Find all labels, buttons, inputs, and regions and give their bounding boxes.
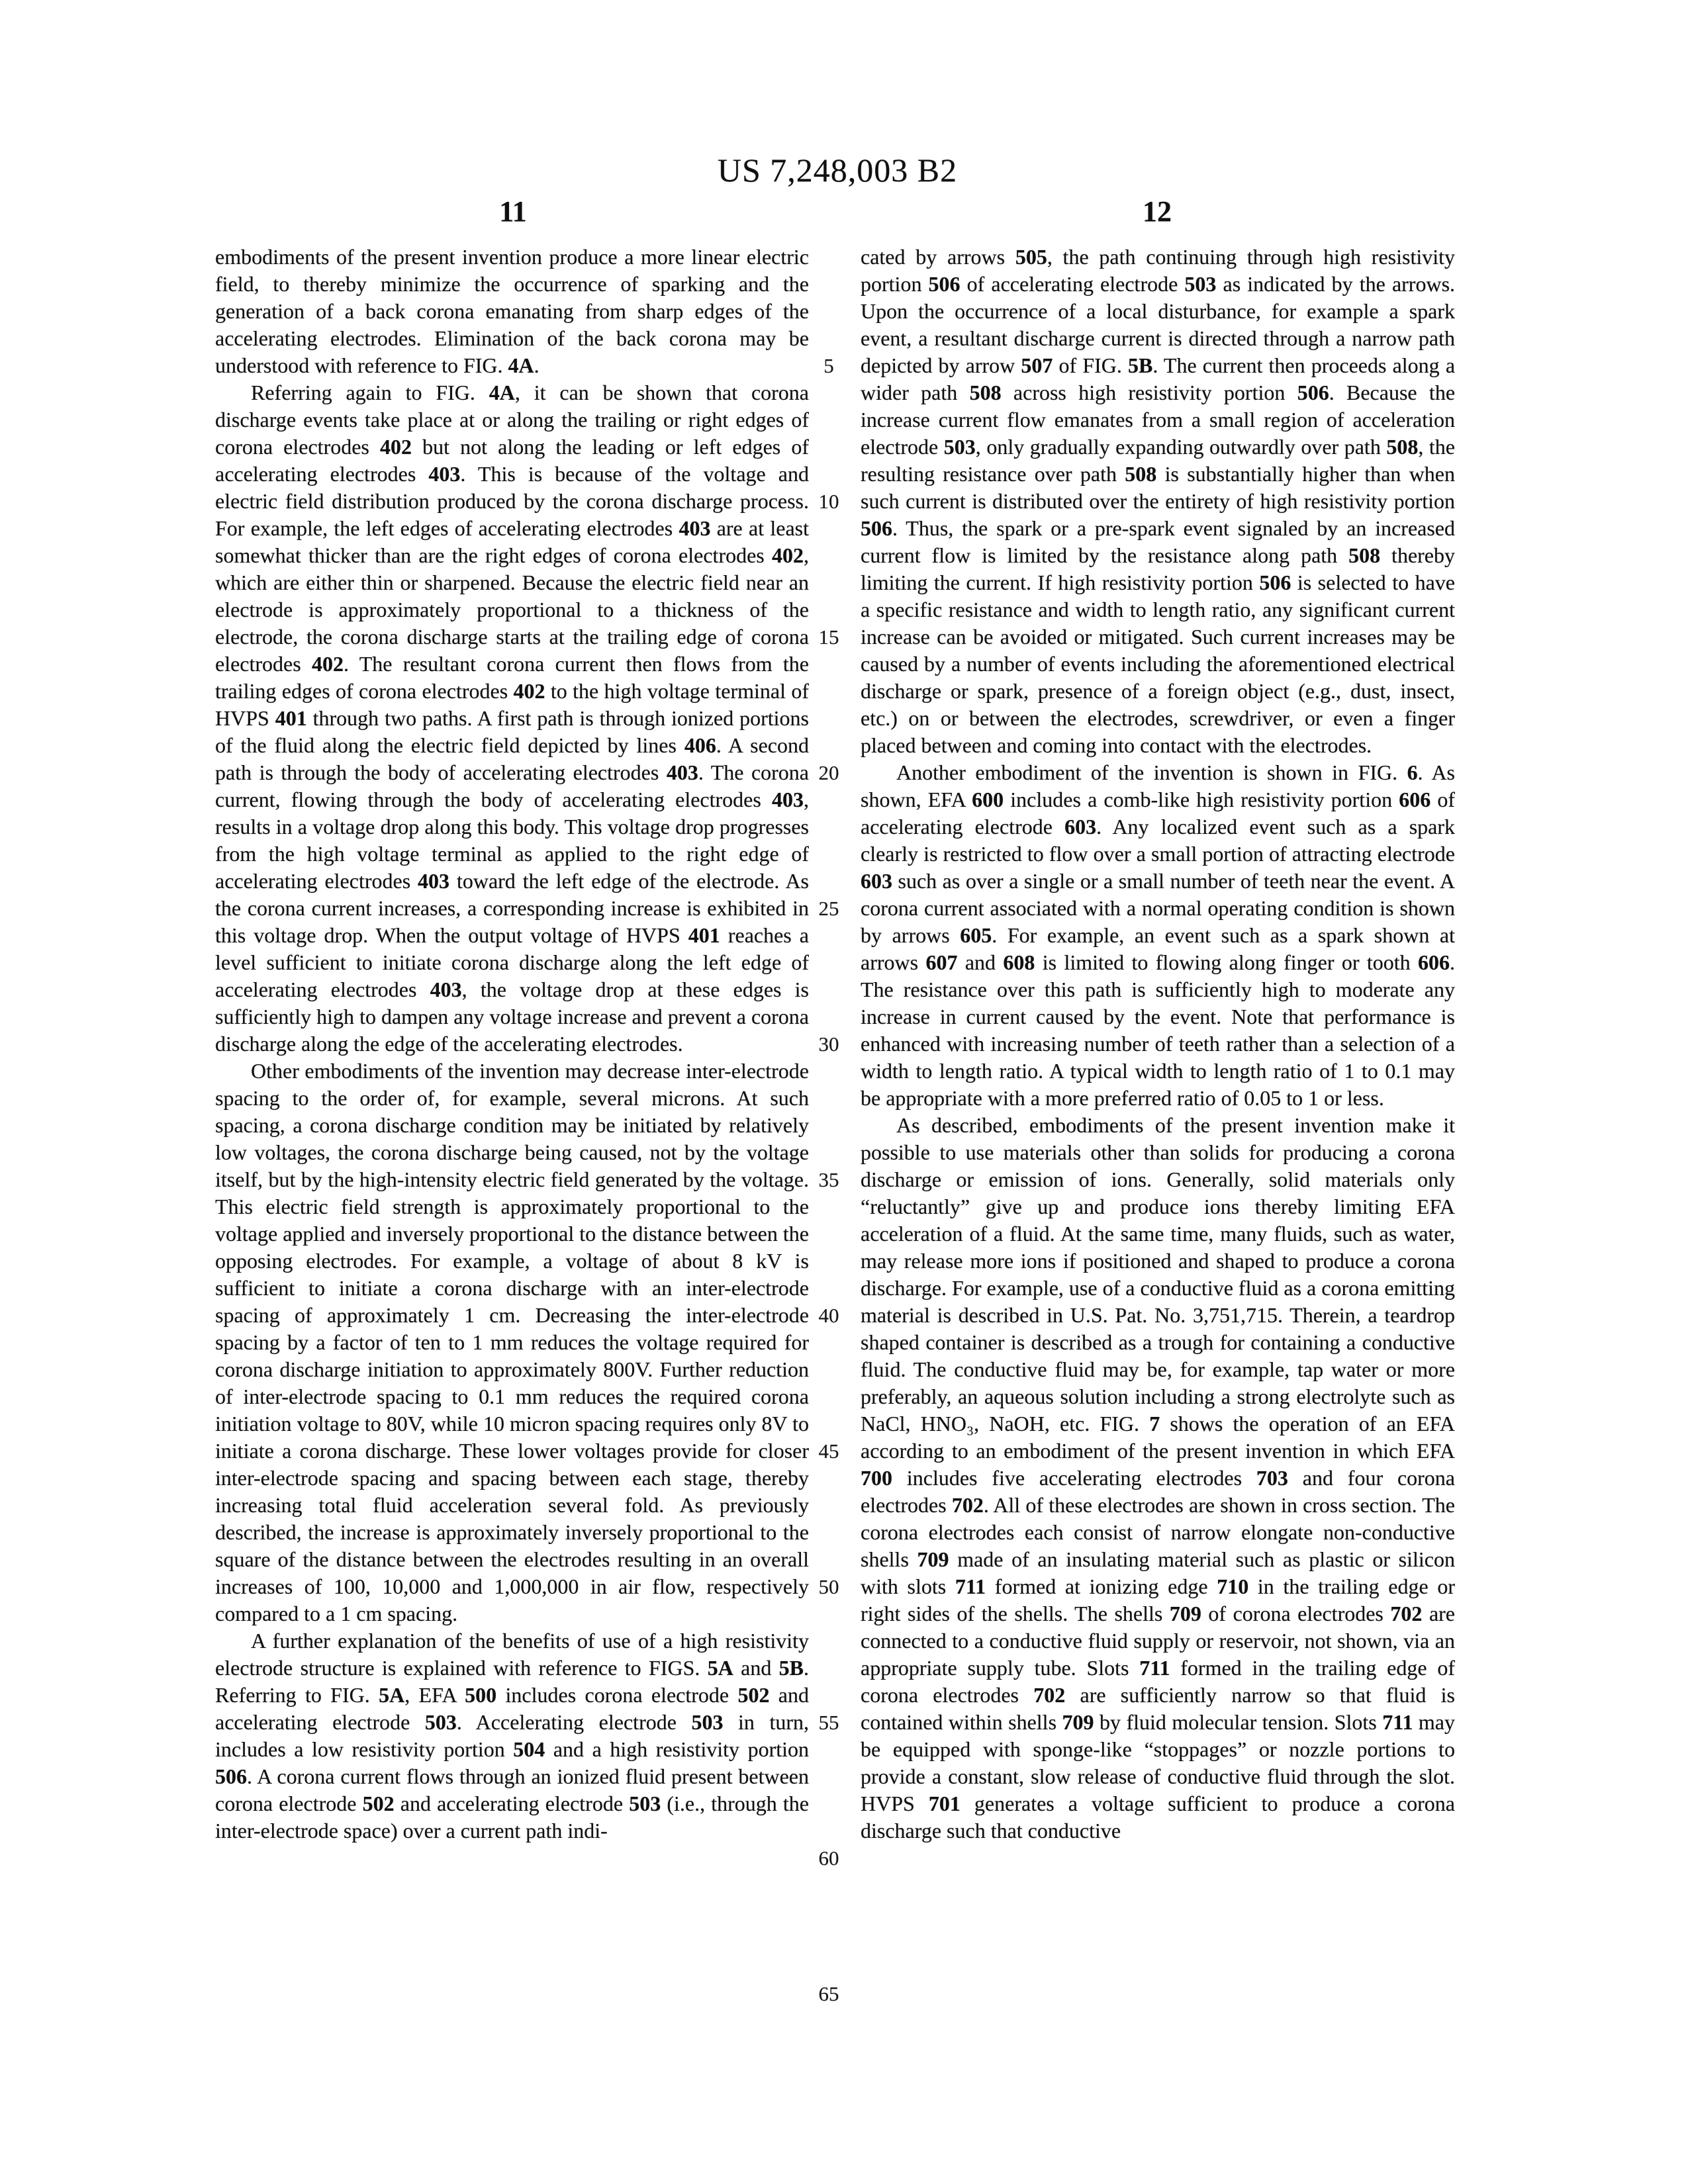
line-number: 50 <box>818 1575 839 1598</box>
line-number: 60 <box>818 1846 839 1870</box>
line-number: 15 <box>818 625 839 649</box>
line-number: 45 <box>818 1439 839 1463</box>
line-number: 30 <box>818 1032 839 1056</box>
paragraph: cated by arrows 505, the path continuing through high resistivity portion 506 of accelerating electrode 503 as indicated by the arrows. Upon the occurrence of a local disturbance, for example a spark event, a resultant discharge current is directed through a narrow path depicted by arrow 507 of FIG. 5B. The current then proceeds along a wider path 508 across high resistivity portion 506. Because the increase current flow emanates from a small region of acceleration electrode 503, only gradually expanding outwardly over path 508, the resulting resistance over path 508 is substantially higher than when such current is distributed over the entirety of high resistivity portion 506. Thus, the spark or a pre-spark event signaled by an increased current flow is limited by the resistance along path 508 thereby limiting the current. If high resistivity portion 506 is selected to have a specific resistance and width to length ratio, any significant current increase can be avoided or mitigated. Such current increases may be caused by a number of events including the aforementioned electrical discharge or spark, presence of a foreign object (e.g., dust, insect, etc.) on or between the electrodes, screwdriver, or even a finger placed between and coming into contact with the electrodes. <box>861 245 1455 757</box>
left-text-column <box>215 244 809 2103</box>
paragraph: Referring again to FIG. 4A, it can be shown that corona discharge events take place at or along the trailing or right edges of corona electrodes 402 but not along the leading or left edges of accelerating electrodes 403. This is because of the voltage and electric field distribution produced by the corona discharge process. For example, the left edges of accelerating electrodes 403 are at least somewhat thicker than are the right edges of corona electrodes 402, which are either thin or sharpened. Because the electric field near an electrode is approximately proportional to a thickness of the electrode, the corona discharge starts at the trailing edge of corona electrodes 402. The resultant corona current then flows from the trailing edges of corona electrodes 402 to the high voltage terminal of HVPS 401 through two paths. A first path is through ionized portions of the fluid along the electric field depicted by lines 406. A second path is through the body of accelerating electrodes 403. The corona current, flowing through the body of accelerating electrodes 403, results in a voltage drop along this body. This voltage drop progresses from the high voltage terminal as applied to the right edge of accelerating electrodes 403 toward the left edge of the electrode. As the corona current increases, a corresponding increase is exhibited in this voltage drop. When the output voltage of HVPS 401 reaches a level sufficient to initiate corona discharge along the left edge of accelerating electrodes 403, the voltage drop at these edges is sufficiently high to dampen any voltage increase and prevent a corona discharge along the edge of the accelerating electrodes. <box>215 381 809 1056</box>
right-text-column <box>861 244 1455 2103</box>
right-column-page-number: 12 <box>1143 195 1172 228</box>
paragraph: embodiments of the present invention produce a more linear electric field, to thereby minimize the occurrence of sparking and the generation of a back corona emanating from sharp edges of the accelerating electrodes. Elimination of the back corona may be understood with reference to FIG. 4A. <box>215 245 809 377</box>
patent-number-header: US 7,248,003 B2 <box>717 152 958 189</box>
line-number: 10 <box>818 490 839 513</box>
paragraph: Other embodiments of the invention may decrease inter-electrode spacing to the order of, for example, several microns. At such spacing, a corona discharge condition may be initiated by relatively low voltages, the corona discharge being caused, not by the voltage itself, but by the high-intensity electric field generated by the voltage. This electric field strength is approximately proportional to the voltage applied and inversely proportional to the distance between the opposing electrodes. For example, a voltage of about 8 kV is sufficient to initiate a corona discharge with an inter-electrode spacing of approximately 1 cm. Decreasing the inter-electrode spacing by a factor of ten to 1 mm reduces the voltage required for corona discharge initiation to approximately 800V. Further reduction of inter-electrode spacing to 0.1 mm reduces the required corona initiation voltage to 80V, while 10 micron spacing requires only 8V to initiate a corona discharge. These lower voltages provide for closer inter-electrode spacing and spacing between each stage, thereby increasing total fluid acceleration several fold. As previously described, the increase is approximately inversely proportional to the square of the distance between the electrodes resulting in an overall increases of 100, 10,000 and 1,000,000 in air flow, respectively compared to a 1 cm spacing. <box>215 1059 809 1625</box>
line-number: 5 <box>823 354 834 377</box>
paragraph: As described, embodiments of the present invention make it possible to use materials other than solids for producing a corona discharge or emission of ions. Generally, solid materials only “reluctantly” give up and produce ions thereby limiting EFA acceleration of a fluid. At the same time, many fluids, such as water, may release more ions if positioned and shaped to produce a corona discharge. For example, use of a conductive fluid as a corona emitting material is described in U.S. Pat. No. 3,751,715. Therein, a teardrop shaped container is described as a trough for containing a conductive fluid. The conductive fluid may be, for example, tap water or more preferably, an aqueous solution including a strong electrolyte such as NaCl, HNO₃, NaOH, etc. FIG. 7 shows the operation of an EFA according to an embodiment of the present invention in which EFA 700 includes five accelerating electrodes 703 and four corona electrodes 702. All of these electrodes are shown in cross section. The corona electrodes each consist of narrow elongate non-conductive shells 709 made of an insulating material such as plastic or silicon with slots 711 formed at ionizing edge 710 in the trailing edge or right sides of the shells. The shells 709 of corona electrodes 702 are connected to a conductive fluid supply or reservoir, not shown, via an appropriate supply tube. Slots 711 formed in the trailing edge of corona electrodes 702 are sufficiently narrow so that fluid is contained within shells 709 by fluid molecular tension. Slots 711 may be equipped with sponge-like “stoppages” or nozzle portions to provide a constant, slow release of conductive fluid through the slot. HVPS 701 generates a voltage sufficient to produce a corona discharge such that conductive <box>861 1113 1455 1843</box>
line-number: 40 <box>818 1304 839 1327</box>
line-number: 20 <box>818 761 839 784</box>
paragraph: A further explanation of the benefits of use of a high resistivity electrode structure is explained with reference to FIGS. 5A and 5B. Referring to FIG. 5A, EFA 500 includes corona electrode 502 and accelerating electrode 503. Accelerating electrode 503 in turn, includes a low resistivity portion 504 and a high resistivity portion 506. A corona current flows through an ionized fluid present between corona electrode 502 and accelerating electrode 503 (i.e., through the inter-electrode space) over a current path indi- <box>215 1629 809 1843</box>
paragraph: Another embodiment of the invention is shown in FIG. 6. As shown, EFA 600 includes a comb-like high resistivity portion 606 of accelerating electrode 603. Any localized event such as a spark clearly is restricted to flow over a small portion of attracting electrode 603 such as over a single or a small number of teeth near the event. A corona current associated with a normal operating condition is shown by arrows 605. For example, an event such as a spark shown at arrows 607 and 608 is limited to flowing along finger or tooth 606. The resistance over this path is sufficiently high to moderate any increase in current caused by the event. Note that performance is enhanced with increasing number of teeth rather than a selection of a width to length ratio. A typical width to length ratio of 1 to 0.1 may be appropriate with a more preferred ratio of 0.05 to 1 or less. <box>861 760 1455 1110</box>
line-number: 65 <box>818 1982 839 2005</box>
left-column-page-number: 11 <box>499 195 527 228</box>
line-number: 55 <box>818 1711 839 1734</box>
line-number: 35 <box>818 1168 839 1191</box>
line-number: 25 <box>818 897 839 920</box>
